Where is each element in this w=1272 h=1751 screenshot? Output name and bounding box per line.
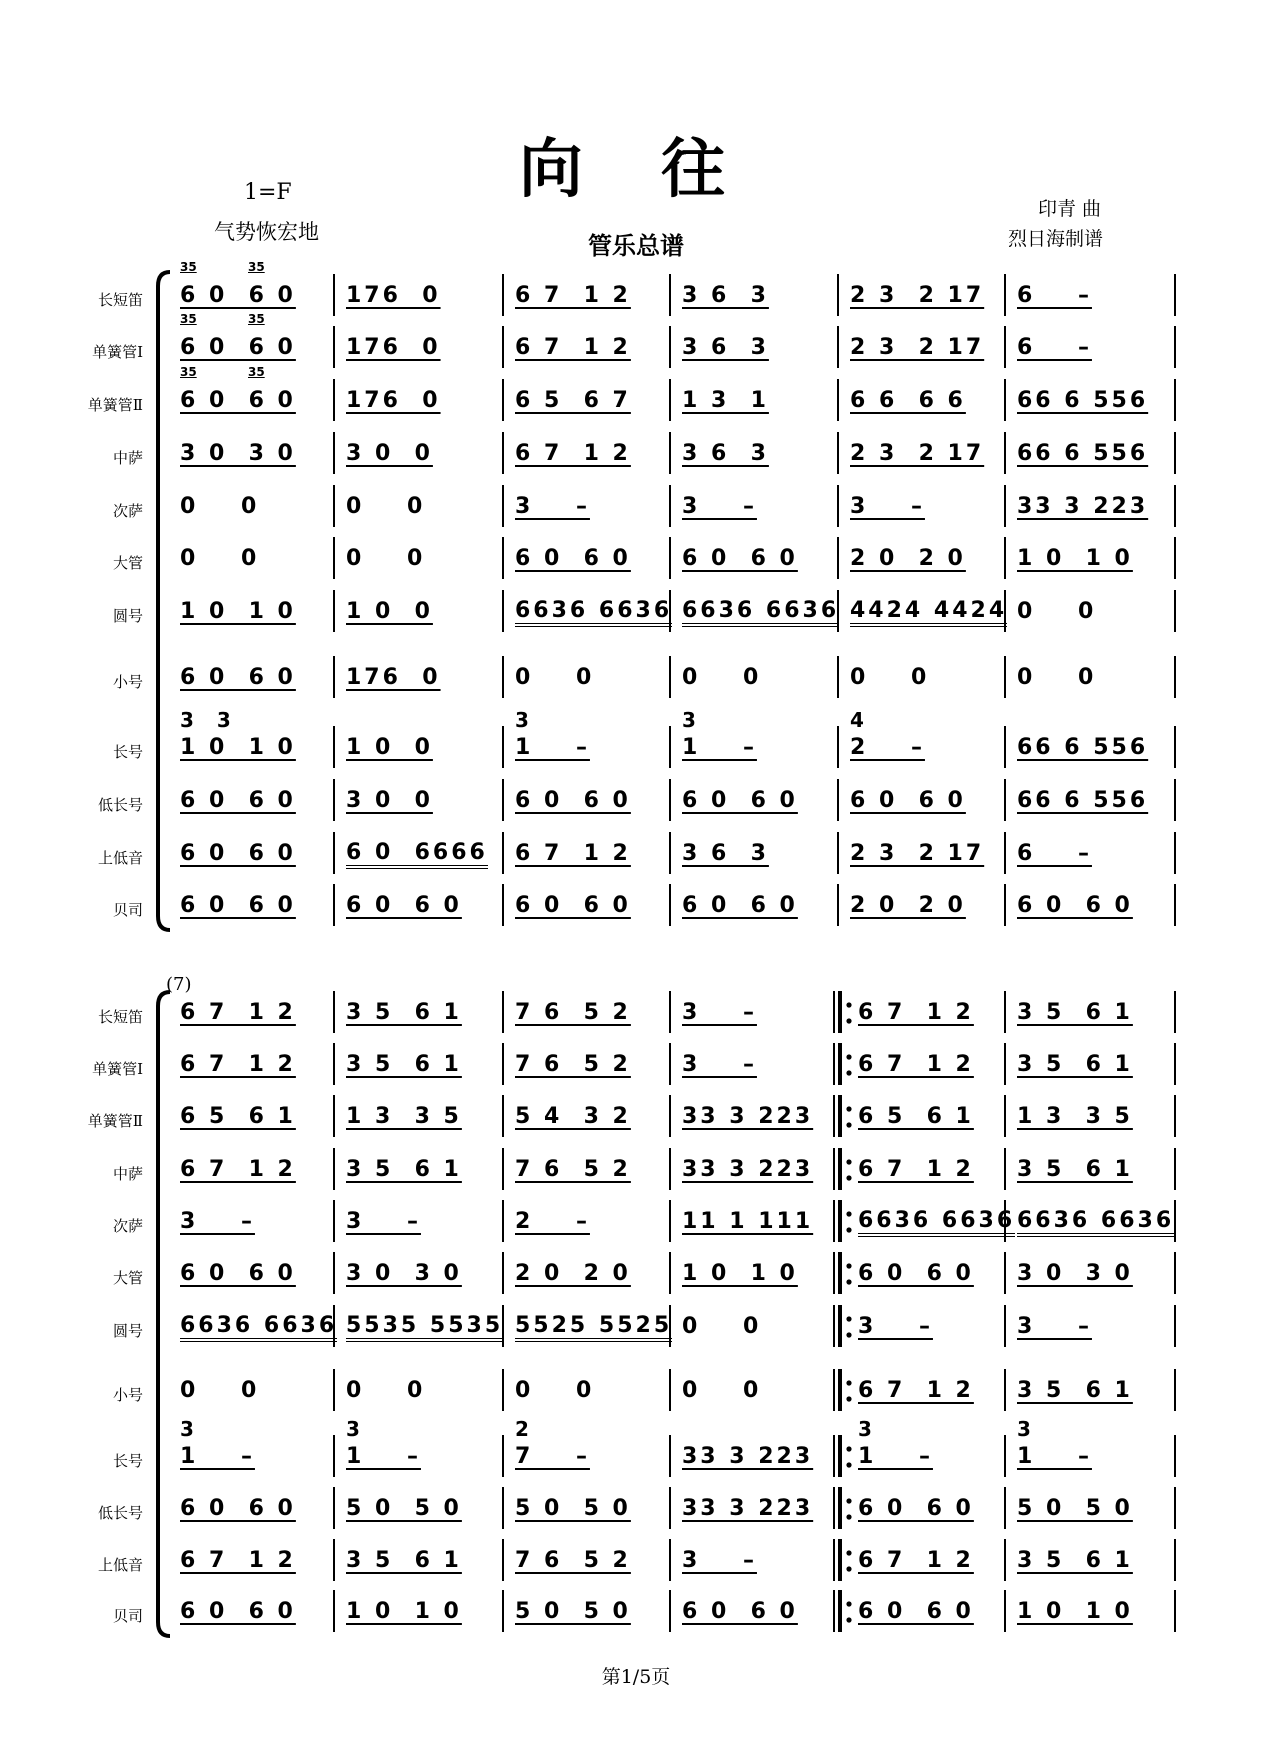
repeat-dot (846, 1550, 851, 1555)
note-cell: 6 0 6666 (346, 841, 488, 869)
note-cell: 6636 6636 (1017, 1209, 1174, 1237)
note-cell: 7 6 5 2 (515, 1052, 631, 1077)
note-cell: 6 – (1017, 283, 1092, 308)
repeat-dot (846, 1514, 851, 1519)
note-cell: 4424 4424 (850, 599, 1007, 627)
note-cell: 6 0 6 0 (180, 788, 296, 813)
note-cell: 1 3 3 5 (346, 1104, 462, 1129)
repeat-dot (846, 1332, 851, 1337)
chord-upper-note: 3 (180, 1417, 197, 1441)
note-cell: 176 0 (346, 283, 441, 308)
chord-upper-note: 3 (682, 708, 699, 732)
instrument-label: 次萨 (112, 502, 143, 520)
page-number: 第1/5页 (601, 1666, 671, 1688)
chord-upper-note: 4 (850, 708, 867, 732)
note-cell: 3 – (682, 1548, 757, 1573)
note-cell: 6 0 6 0 (515, 893, 631, 918)
note-cell: 6 7 1 2 (858, 1378, 974, 1403)
note-cell: 6 0 6 0 (180, 283, 296, 308)
repeat-dot (846, 1446, 851, 1451)
note-cell: 3 – (682, 1000, 757, 1025)
note-cell: 1 0 1 0 (180, 599, 296, 624)
note-cell: 3 0 3 0 (180, 441, 296, 466)
note-cell: 3 – (346, 1209, 421, 1234)
note-cell: 5 0 5 0 (515, 1496, 631, 1521)
note-cell: 0 0 (1017, 599, 1097, 624)
note-cell: 5535 5535 (346, 1314, 503, 1342)
instrument-label: 圆号 (112, 1322, 143, 1340)
note-cell: 3 5 6 1 (1017, 1548, 1133, 1573)
note-cell: 66 6 556 (1017, 788, 1149, 813)
repeat-dot (846, 1175, 851, 1180)
instrument-label: 单簧管Ⅰ (92, 343, 143, 361)
instrument-label: 上低音 (97, 849, 143, 867)
note-cell: 3 5 6 1 (346, 1548, 462, 1573)
note-cell: 6 7 1 2 (180, 1157, 296, 1182)
note-cell: 2 3 2 17 (850, 441, 985, 466)
note-cell: 6636 6636 (180, 1314, 337, 1342)
measure-number: (7) (166, 974, 192, 995)
key-signature: 1=F (244, 180, 292, 205)
note-cell: 0 0 (346, 546, 426, 571)
note-cell: 0 0 (850, 665, 930, 690)
note-cell: 6 5 6 1 (858, 1104, 974, 1129)
note-cell: 1 – (682, 735, 757, 760)
note-cell: 6 7 1 2 (858, 1157, 974, 1182)
note-cell: 1 – (1017, 1444, 1092, 1469)
note-cell: 5 4 3 2 (515, 1104, 631, 1129)
note-cell: 3 5 6 1 (1017, 1052, 1133, 1077)
note-cell: 3 – (682, 1052, 757, 1077)
note-cell: 3 – (850, 494, 925, 519)
note-cell: 6 7 1 2 (858, 1000, 974, 1025)
note-cell: 176 0 (346, 665, 441, 690)
repeat-dot (846, 1279, 851, 1284)
chord-upper-note: 3 (346, 1417, 363, 1441)
note-cell: 0 0 (180, 546, 260, 571)
repeat-dot (846, 1002, 851, 1007)
note-cell: 33 3 223 (682, 1157, 814, 1182)
instrument-label: 贝司 (112, 901, 143, 919)
note-cell: 2 0 2 0 (850, 893, 966, 918)
composer-credit: 印青 曲 (1038, 198, 1102, 220)
note-cell: 0 0 (682, 665, 762, 690)
repeat-dot (846, 1070, 851, 1075)
note-cell: 1 – (858, 1444, 933, 1469)
note-cell: 6 0 6 0 (515, 788, 631, 813)
repeat-dot (846, 1380, 851, 1385)
repeat-dot (846, 1018, 851, 1023)
note-cell: 6 0 6 0 (180, 1261, 296, 1286)
note-cell: 6 7 1 2 (858, 1548, 974, 1573)
instrument-label: 小号 (112, 673, 143, 691)
note-cell: 7 6 5 2 (515, 1548, 631, 1573)
repeat-dot (846, 1601, 851, 1606)
instrument-label: 长短笛 (97, 1008, 143, 1026)
note-cell: 6636 6636 (858, 1209, 1015, 1237)
note-cell: 6 7 1 2 (858, 1052, 974, 1077)
note-cell: 6 7 1 2 (180, 1548, 296, 1573)
instrument-label: 长号 (112, 1452, 143, 1470)
note-cell: 6 0 6 0 (180, 335, 296, 360)
arranger-credit: 烈日海制谱 (1008, 228, 1104, 250)
repeat-dot (846, 1159, 851, 1164)
note-cell: 6 0 6 0 (682, 893, 798, 918)
note-cell: 6 7 1 2 (515, 283, 631, 308)
note-cell: 66 6 556 (1017, 735, 1149, 760)
instrument-label: 次萨 (112, 1217, 143, 1235)
note-cell: 1 3 1 (682, 388, 769, 413)
note-cell: 3 6 3 (682, 441, 769, 466)
note-cell: 6 0 6 0 (858, 1261, 974, 1286)
note-cell: 5 0 5 0 (515, 1599, 631, 1624)
repeat-dot (846, 1462, 851, 1467)
instrument-label: 单簧管Ⅱ (87, 396, 143, 414)
note-cell: 2 3 2 17 (850, 283, 985, 308)
note-cell: 3 – (180, 1209, 255, 1234)
note-cell: 3 5 6 1 (1017, 1378, 1133, 1403)
repeat-dot (846, 1054, 851, 1059)
note-cell: 176 0 (346, 388, 441, 413)
note-cell: 33 3 223 (682, 1444, 814, 1469)
note-cell: 6 0 6 0 (682, 788, 798, 813)
note-cell: 0 0 (180, 494, 260, 519)
note-cell: 0 0 (1017, 665, 1097, 690)
note-cell: 1 – (515, 735, 590, 760)
note-cell: 176 0 (346, 335, 441, 360)
note-cell: 6 0 6 0 (1017, 893, 1133, 918)
note-cell: 6 5 6 7 (515, 388, 631, 413)
note-cell: 1 0 1 0 (1017, 546, 1133, 571)
note-cell: 6 0 6 0 (180, 893, 296, 918)
system-bracket (158, 272, 170, 930)
repeat-dot (846, 1106, 851, 1111)
note-cell: 6 0 6 0 (180, 1599, 296, 1624)
repeat-dot (846, 1122, 851, 1127)
note-cell: 6 7 1 2 (180, 1000, 296, 1025)
note-cell: 1 3 3 5 (1017, 1104, 1133, 1129)
note-cell: 3 0 0 (346, 788, 433, 813)
score-title: 向 往 (518, 132, 754, 207)
note-cell: 5 0 5 0 (1017, 1496, 1133, 1521)
instrument-label: 长短笛 (97, 291, 143, 309)
instrument-label: 圆号 (112, 607, 143, 625)
note-cell: 6 0 6 0 (682, 1599, 798, 1624)
note-cell: 6 0 6 0 (180, 841, 296, 866)
note-cell: 33 3 223 (682, 1496, 814, 1521)
note-cell: 6 0 6 0 (180, 1496, 296, 1521)
note-cell: 0 0 (682, 1314, 762, 1339)
note-cell: 6 0 6 0 (346, 893, 462, 918)
note-cell: 66 6 556 (1017, 388, 1149, 413)
score-subtitle: 管乐总谱 (588, 232, 684, 260)
note-cell: 3 6 3 (682, 841, 769, 866)
note-cell: 3 5 6 1 (346, 1000, 462, 1025)
note-cell: 6 7 1 2 (515, 335, 631, 360)
note-cell: 6 0 6 0 (515, 546, 631, 571)
note-cell: 0 0 (515, 1378, 595, 1403)
instrument-label: 单簧管Ⅱ (87, 1112, 143, 1130)
note-cell: 7 6 5 2 (515, 1000, 631, 1025)
note-cell: 6 0 6 0 (682, 546, 798, 571)
instrument-label: 低长号 (97, 796, 143, 814)
note-cell: 1 0 1 0 (1017, 1599, 1133, 1624)
note-cell: 6636 6636 (515, 599, 672, 627)
note-cell: 3 5 6 1 (346, 1052, 462, 1077)
chord-upper-note: 3 3 (180, 708, 234, 732)
note-cell: 7 – (515, 1444, 590, 1469)
grace-note: 35 (180, 365, 197, 379)
note-cell: 1 0 1 0 (180, 735, 296, 760)
note-cell: 0 0 (682, 1378, 762, 1403)
note-cell: 7 6 5 2 (515, 1157, 631, 1182)
note-cell: 6 5 6 1 (180, 1104, 296, 1129)
note-cell: 2 3 2 17 (850, 335, 985, 360)
repeat-dot (846, 1263, 851, 1268)
note-cell: 1 0 0 (346, 735, 433, 760)
instrument-label: 贝司 (112, 1607, 143, 1625)
note-cell: 2 – (850, 735, 925, 760)
note-cell: 6 0 6 0 (850, 788, 966, 813)
note-cell: 6 0 6 0 (858, 1496, 974, 1521)
note-cell: 6 – (1017, 841, 1092, 866)
note-cell: 6 6 6 6 (850, 388, 966, 413)
note-cell: 6 0 6 0 (180, 388, 296, 413)
note-cell: 2 – (515, 1209, 590, 1234)
note-cell: 66 6 556 (1017, 441, 1149, 466)
repeat-dot (846, 1211, 851, 1216)
note-cell: 3 0 3 0 (1017, 1261, 1133, 1286)
instrument-label: 长号 (112, 743, 143, 761)
note-cell: 1 0 1 0 (682, 1261, 798, 1286)
repeat-dot (846, 1617, 851, 1622)
note-cell: 3 6 3 (682, 335, 769, 360)
note-cell: 6 7 1 2 (180, 1052, 296, 1077)
repeat-dot (846, 1498, 851, 1503)
repeat-dot (846, 1566, 851, 1571)
instrument-label: 单簧管Ⅰ (92, 1060, 143, 1078)
note-cell: 3 0 3 0 (346, 1261, 462, 1286)
instrument-label: 中萨 (112, 1165, 143, 1183)
note-cell: 3 – (515, 494, 590, 519)
note-cell: 3 – (682, 494, 757, 519)
chord-upper-note: 3 (515, 708, 532, 732)
note-cell: 6 0 6 0 (180, 665, 296, 690)
note-cell: 2 3 2 17 (850, 841, 985, 866)
instrument-label: 低长号 (97, 1504, 143, 1522)
instrument-label: 上低音 (97, 1556, 143, 1574)
note-cell: 2 0 2 0 (850, 546, 966, 571)
note-cell: 3 – (858, 1314, 933, 1339)
note-cell: 1 – (180, 1444, 255, 1469)
note-cell: 3 0 0 (346, 441, 433, 466)
chord-upper-note: 2 (515, 1417, 532, 1441)
note-cell: 5525 5525 (515, 1314, 672, 1342)
repeat-dot (846, 1396, 851, 1401)
note-cell: 0 0 (180, 1378, 260, 1403)
grace-note: 35 (248, 312, 265, 326)
grace-note: 35 (248, 260, 265, 274)
note-cell: 3 6 3 (682, 283, 769, 308)
note-cell: 2 0 2 0 (515, 1261, 631, 1286)
instrument-label: 大管 (112, 1269, 143, 1287)
note-cell: 6 0 6 0 (858, 1599, 974, 1624)
note-cell: 11 1 111 (682, 1209, 814, 1234)
instrument-label: 小号 (112, 1386, 143, 1404)
note-cell: 0 0 (346, 1378, 426, 1403)
note-cell: 6 7 1 2 (515, 841, 631, 866)
instrument-label: 大管 (112, 554, 143, 572)
note-cell: 3 5 6 1 (1017, 1000, 1133, 1025)
grace-note: 35 (180, 260, 197, 274)
note-cell: 1 – (346, 1444, 421, 1469)
note-cell: 6636 6636 (682, 599, 839, 627)
note-cell: 1 0 0 (346, 599, 433, 624)
repeat-dot (846, 1227, 851, 1232)
note-cell: 33 3 223 (1017, 494, 1149, 519)
note-cell: 3 – (1017, 1314, 1092, 1339)
repeat-dot (846, 1316, 851, 1321)
note-cell: 33 3 223 (682, 1104, 814, 1129)
grace-note: 35 (180, 312, 197, 326)
chord-upper-note: 3 (858, 1417, 875, 1441)
note-cell: 5 0 5 0 (346, 1496, 462, 1521)
tempo-marking: 气势恢宏地 (214, 220, 319, 244)
note-cell: 6 – (1017, 335, 1092, 360)
note-cell: 0 0 (346, 494, 426, 519)
grace-note: 35 (248, 365, 265, 379)
note-cell: 0 0 (515, 665, 595, 690)
instrument-label: 中萨 (112, 449, 143, 467)
chord-upper-note: 3 (1017, 1417, 1034, 1441)
note-cell: 1 0 1 0 (346, 1599, 462, 1624)
note-cell: 3 5 6 1 (346, 1157, 462, 1182)
note-cell: 3 5 6 1 (1017, 1157, 1133, 1182)
system-bracket (158, 992, 170, 1636)
note-cell: 6 7 1 2 (515, 441, 631, 466)
